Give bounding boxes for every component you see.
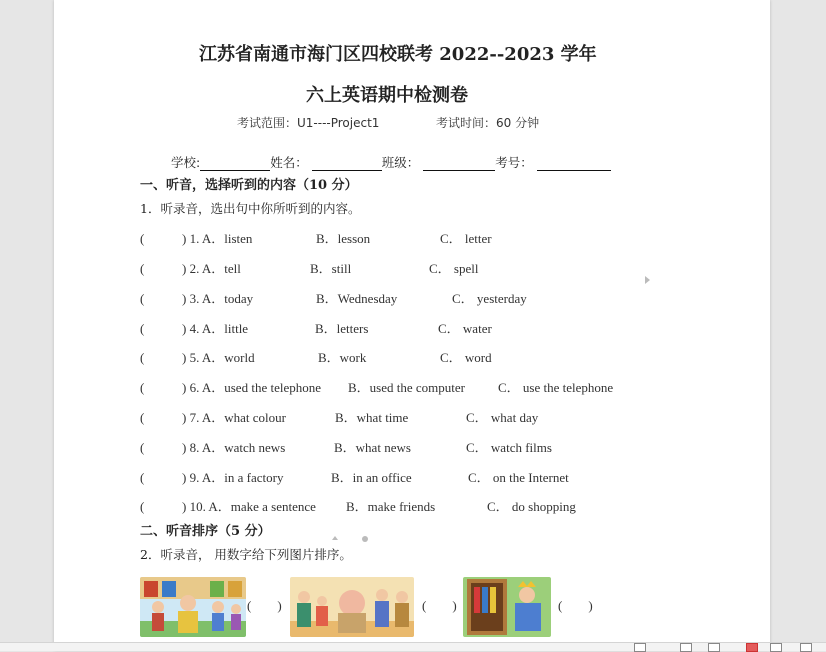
option-b: B．what time: [335, 410, 409, 425]
exam-scope: 考试范围：U1----Project1: [237, 116, 380, 130]
picture-2-answer[interactable]: ( ): [422, 598, 457, 613]
picture-3: [463, 577, 551, 637]
option-b: B．what news: [334, 440, 411, 455]
picture-3-answer[interactable]: ( ): [558, 598, 593, 613]
option-c: C． word: [440, 350, 492, 365]
section1-instruction: 1．听录音，选出句中你所听到的内容。: [140, 201, 361, 216]
section1-heading: 一、听音，选择听到的内容（10 分）: [140, 178, 358, 193]
name-blank: [312, 158, 382, 171]
question-row: ( ) 4. A．little: [140, 321, 249, 336]
name-label: 姓名：: [270, 155, 308, 170]
option-c: C． do shopping: [487, 499, 576, 514]
question-row: ( ) 6. A．used the telephone: [140, 380, 321, 395]
document-title-line2: 六上英语期中检测卷: [306, 85, 468, 106]
option-b: B．lesson: [316, 231, 371, 246]
question-row: ( ) 3. A．today: [140, 291, 254, 306]
student-info-fields: [171, 153, 611, 171]
class-blank: [423, 158, 495, 171]
class-label: 班级：: [381, 155, 420, 170]
section2-instruction: 2．听录音， 用数字给下列图片排序。: [140, 547, 352, 562]
question-row: ( ) 9. A．in a factory: [140, 470, 284, 485]
option-b: B．Wednesday: [316, 291, 398, 306]
option-b: B．used the computer: [348, 380, 465, 395]
dot-icon: [362, 536, 368, 542]
view-mode-icon[interactable]: [634, 643, 646, 652]
picture-3-illustration: [463, 577, 551, 637]
question-row: ( ) 1. A．listen: [140, 231, 253, 246]
zoom-in-icon[interactable]: [800, 643, 812, 652]
picture-2-illustration: [290, 577, 414, 637]
question-row: ( ) 5. A．world: [140, 350, 255, 365]
question-row: ( ) 8. A．watch news: [140, 440, 286, 455]
option-b: B．make friends: [346, 499, 436, 514]
collapse-arrow-icon[interactable]: [332, 536, 338, 540]
page-view-icon[interactable]: [680, 643, 692, 652]
picture-1-illustration: [140, 577, 246, 637]
document-title-line1: 江苏省南通市海门区四校联考 2022--2023 学年: [199, 44, 597, 65]
option-c: C． use the telephone: [498, 380, 614, 395]
school-label: 学校:: [171, 155, 201, 170]
picture-1: [140, 577, 246, 637]
school-blank: [200, 158, 270, 171]
option-c: C． yesterday: [452, 291, 527, 306]
document-page: [54, 0, 770, 650]
option-b: B．in an office: [331, 470, 412, 485]
option-c: C． watch films: [466, 440, 552, 455]
zoom-out-icon[interactable]: [770, 643, 782, 652]
option-c: C． spell: [429, 261, 479, 276]
question-row: ( ) 7. A．what colour: [140, 410, 286, 425]
number-label: 考号：: [495, 155, 533, 170]
option-c: C． what day: [466, 410, 539, 425]
question-row: ( ) 2. A．tell: [140, 261, 241, 276]
option-b: B．still: [310, 261, 352, 276]
expand-arrow-icon[interactable]: [645, 276, 650, 284]
picture-2: [290, 577, 414, 637]
exam-time: 考试时间：60 分钟: [436, 116, 540, 130]
picture-1-answer[interactable]: ( ): [247, 598, 282, 613]
option-c: C． water: [438, 321, 492, 336]
option-b: B．work: [318, 350, 367, 365]
option-c: C． letter: [440, 231, 492, 246]
record-icon[interactable]: [746, 643, 758, 652]
layout-icon[interactable]: [708, 643, 720, 652]
option-b: B．letters: [315, 321, 369, 336]
section2-heading: 二、听音排序（5 分）: [140, 524, 271, 539]
option-c: C． on the Internet: [468, 470, 569, 485]
question-row: ( ) 10. A．make a sentence: [140, 499, 316, 514]
number-blank: [537, 158, 611, 171]
